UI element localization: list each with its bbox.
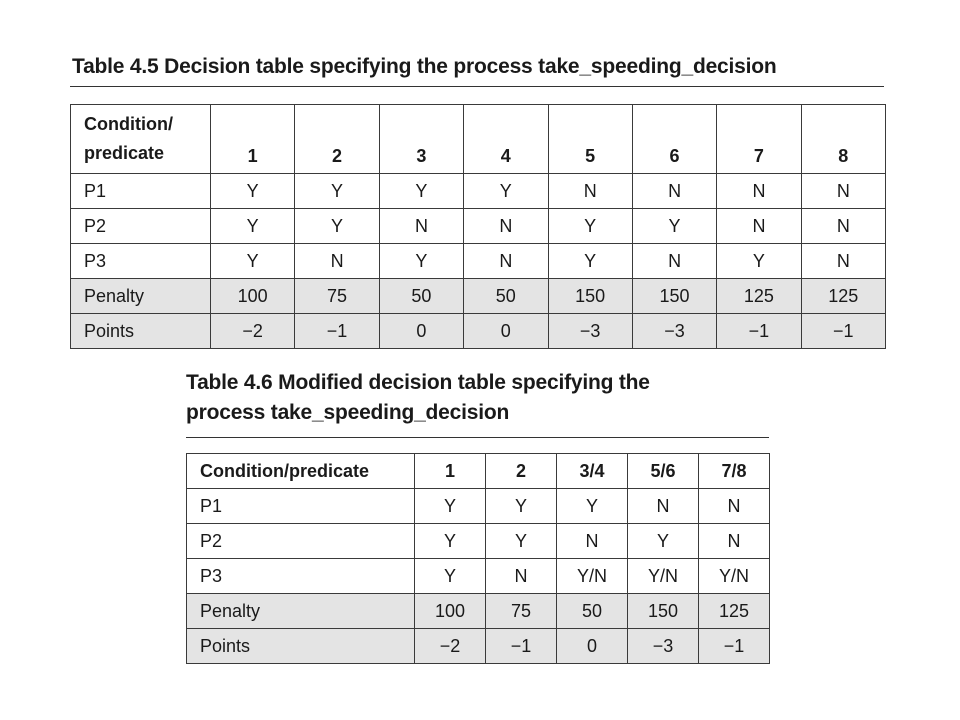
row-label-cell: Points [71, 314, 211, 349]
table-4-6-rule [186, 437, 769, 438]
table-4-6-caption [186, 368, 650, 428]
value-cell: N [464, 244, 548, 279]
value-cell: −1 [717, 314, 801, 349]
value-cell: 100 [415, 594, 486, 629]
value-cell: 150 [548, 279, 632, 314]
table-4-6-caption-line: Table 4.6 Modified decision table specifying the [186, 371, 650, 394]
value-cell: 0 [557, 629, 628, 664]
header-row [187, 454, 770, 489]
value-cell: Y [548, 209, 632, 244]
value-cell: −1 [699, 629, 770, 664]
row-label-cell: P1 [187, 489, 415, 524]
value-cell: N [632, 174, 716, 209]
value-cell: Y [211, 174, 295, 209]
value-cell: 75 [486, 594, 557, 629]
value-cell: Y [295, 209, 379, 244]
table-row [187, 524, 770, 559]
value-cell: N [699, 524, 770, 559]
value-cell: N [699, 489, 770, 524]
rule-number-cell: 3/4 [557, 454, 628, 489]
row-label-cell: P2 [187, 524, 415, 559]
rule-number-cell: 7/8 [699, 454, 770, 489]
value-cell: N [632, 244, 716, 279]
header-label-line: Condition/ [84, 114, 173, 134]
table-row [187, 489, 770, 524]
value-cell: −1 [801, 314, 885, 349]
value-cell: Y [415, 559, 486, 594]
value-cell: Y/N [628, 559, 699, 594]
value-cell: N [801, 244, 885, 279]
rule-number-cell: 1 [415, 454, 486, 489]
value-cell: 0 [379, 314, 463, 349]
value-cell: Y/N [699, 559, 770, 594]
table-row [71, 279, 886, 314]
value-cell: 50 [464, 279, 548, 314]
table-row [71, 209, 886, 244]
header-label-cell [71, 105, 211, 174]
row-label-cell: Points [187, 629, 415, 664]
row-label-cell: Penalty [71, 279, 211, 314]
value-cell: −1 [486, 629, 557, 664]
table-row [71, 174, 886, 209]
row-label-cell: P1 [71, 174, 211, 209]
value-cell: Y [548, 244, 632, 279]
value-cell: N [557, 524, 628, 559]
value-cell: −2 [211, 314, 295, 349]
value-cell: N [379, 209, 463, 244]
value-cell: Y [632, 209, 716, 244]
row-label-cell: P3 [187, 559, 415, 594]
value-cell: N [295, 244, 379, 279]
value-cell: N [801, 174, 885, 209]
value-cell: N [717, 174, 801, 209]
value-cell: Y [464, 174, 548, 209]
value-cell: N [548, 174, 632, 209]
header-row [71, 105, 886, 174]
value-cell: Y [486, 489, 557, 524]
table-4-6 [186, 453, 770, 664]
rule-number-cell: 4 [464, 105, 548, 174]
table-row [187, 629, 770, 664]
value-cell: Y [717, 244, 801, 279]
value-cell: N [486, 559, 557, 594]
value-cell: N [801, 209, 885, 244]
value-cell: −3 [632, 314, 716, 349]
table-4-5-rule [70, 86, 884, 87]
rule-number-cell: 5 [548, 105, 632, 174]
value-cell: 125 [717, 279, 801, 314]
value-cell: 125 [801, 279, 885, 314]
value-cell: Y [415, 524, 486, 559]
value-cell: 50 [379, 279, 463, 314]
rule-number-cell: 2 [486, 454, 557, 489]
value-cell: 0 [464, 314, 548, 349]
value-cell: Y [557, 489, 628, 524]
rule-number-cell: 2 [295, 105, 379, 174]
value-cell: Y [379, 174, 463, 209]
value-cell: −2 [415, 629, 486, 664]
rule-number-cell: 5/6 [628, 454, 699, 489]
value-cell: 150 [628, 594, 699, 629]
value-cell: −1 [295, 314, 379, 349]
value-cell: 150 [632, 279, 716, 314]
value-cell: Y [295, 174, 379, 209]
value-cell: N [628, 489, 699, 524]
row-label-cell: Penalty [187, 594, 415, 629]
rule-number-cell: 1 [211, 105, 295, 174]
value-cell: 75 [295, 279, 379, 314]
value-cell: Y [415, 489, 486, 524]
rule-number-cell: 8 [801, 105, 885, 174]
table-row [71, 244, 886, 279]
value-cell: N [464, 209, 548, 244]
table-4-5 [70, 104, 886, 349]
header-label-line: predicate [84, 143, 165, 163]
value-cell: 125 [699, 594, 770, 629]
value-cell: 100 [211, 279, 295, 314]
value-cell: Y [628, 524, 699, 559]
table-row [71, 314, 886, 349]
value-cell: −3 [628, 629, 699, 664]
value-cell: Y [486, 524, 557, 559]
value-cell: Y [379, 244, 463, 279]
value-cell: Y [211, 209, 295, 244]
table-4-6-caption-line: process take_speeding_decision [186, 401, 510, 424]
rule-number-cell: 7 [717, 105, 801, 174]
value-cell: 50 [557, 594, 628, 629]
rule-number-cell: 6 [632, 105, 716, 174]
value-cell: N [717, 209, 801, 244]
value-cell: −3 [548, 314, 632, 349]
row-label-cell: P3 [71, 244, 211, 279]
value-cell: Y [211, 244, 295, 279]
value-cell: Y/N [557, 559, 628, 594]
rule-number-cell: 3 [379, 105, 463, 174]
table-row [187, 594, 770, 629]
row-label-cell: P2 [71, 209, 211, 244]
table-row [187, 559, 770, 594]
table-4-5-caption: Table 4.5 Decision table specifying the process take_speeding_decision [72, 55, 777, 78]
header-label-cell: Condition/predicate [187, 454, 415, 489]
